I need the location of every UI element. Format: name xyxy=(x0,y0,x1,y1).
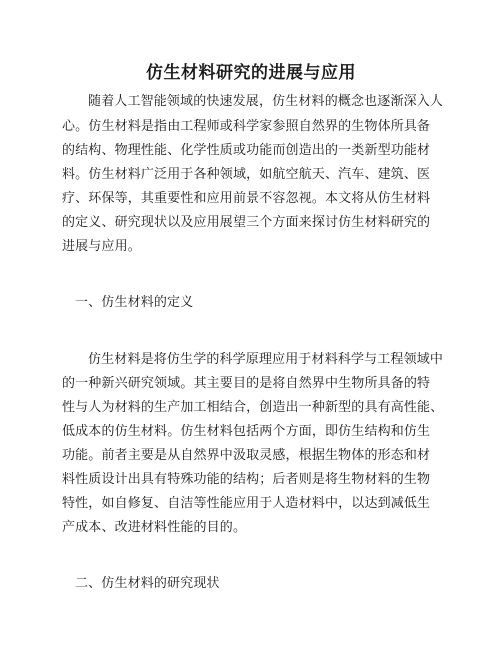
section-1-line-3: 性与人为材料的生产加工相结合，创造出一种新型的具有高性能、 xyxy=(62,400,444,415)
intro-line-3: 的结构、物理性能、化学性质或功能而创造出的一类新型功能材 xyxy=(62,143,431,158)
intro-line-5: 疗、环保等，其重要性和应用前景不容忽视。本文将从仿生材料 xyxy=(62,191,431,206)
intro-line-6: 的定义、研究现状以及应用展望三个方面来探讨仿生材料研究的 xyxy=(62,215,431,230)
section-1-line-6: 料性质设计出具有特殊功能的结构；后者则是将生物材料的生物 xyxy=(62,472,431,487)
section-1-line-1: 仿生材料是将仿生学的科学原理应用于材料科学与工程领域中 xyxy=(88,352,444,367)
section-1-line-8: 产成本、改进材料性能的目的。 xyxy=(62,520,247,535)
intro-line-7: 进展与应用。 xyxy=(62,239,141,254)
section-1-line-7: 特性，如自修复、自洁等性能应用于人造材料中，以达到减低生 xyxy=(62,496,431,511)
section-2-heading: 二、仿生材料的研究现状 xyxy=(75,576,220,591)
intro-line-4: 料。仿生材料广泛用于各种领域，如航空航天、汽车、建筑、医 xyxy=(62,167,431,182)
document-title: 仿生材料研究的进展与应用 xyxy=(146,63,356,83)
section-1-line-5: 功能。前者主要是从自然界中汲取灵感，根据生物体的形态和材 xyxy=(62,448,431,463)
section-1-line-4: 低成本的仿生材料。仿生材料包括两个方面，即仿生结构和仿生 xyxy=(62,424,431,439)
intro-line-1: 随着人工智能领域的快速发展，仿生材料的概念也逐渐深入人 xyxy=(88,94,444,109)
section-1-heading: 一、仿生材料的定义 xyxy=(75,295,194,310)
section-1-line-2: 的一种新兴研究领域。其主要目的是将自然界中生物所具备的特 xyxy=(62,376,431,391)
intro-line-2: 心。仿生材料是指由工程师或科学家参照自然界的生物体所具备 xyxy=(62,119,431,134)
